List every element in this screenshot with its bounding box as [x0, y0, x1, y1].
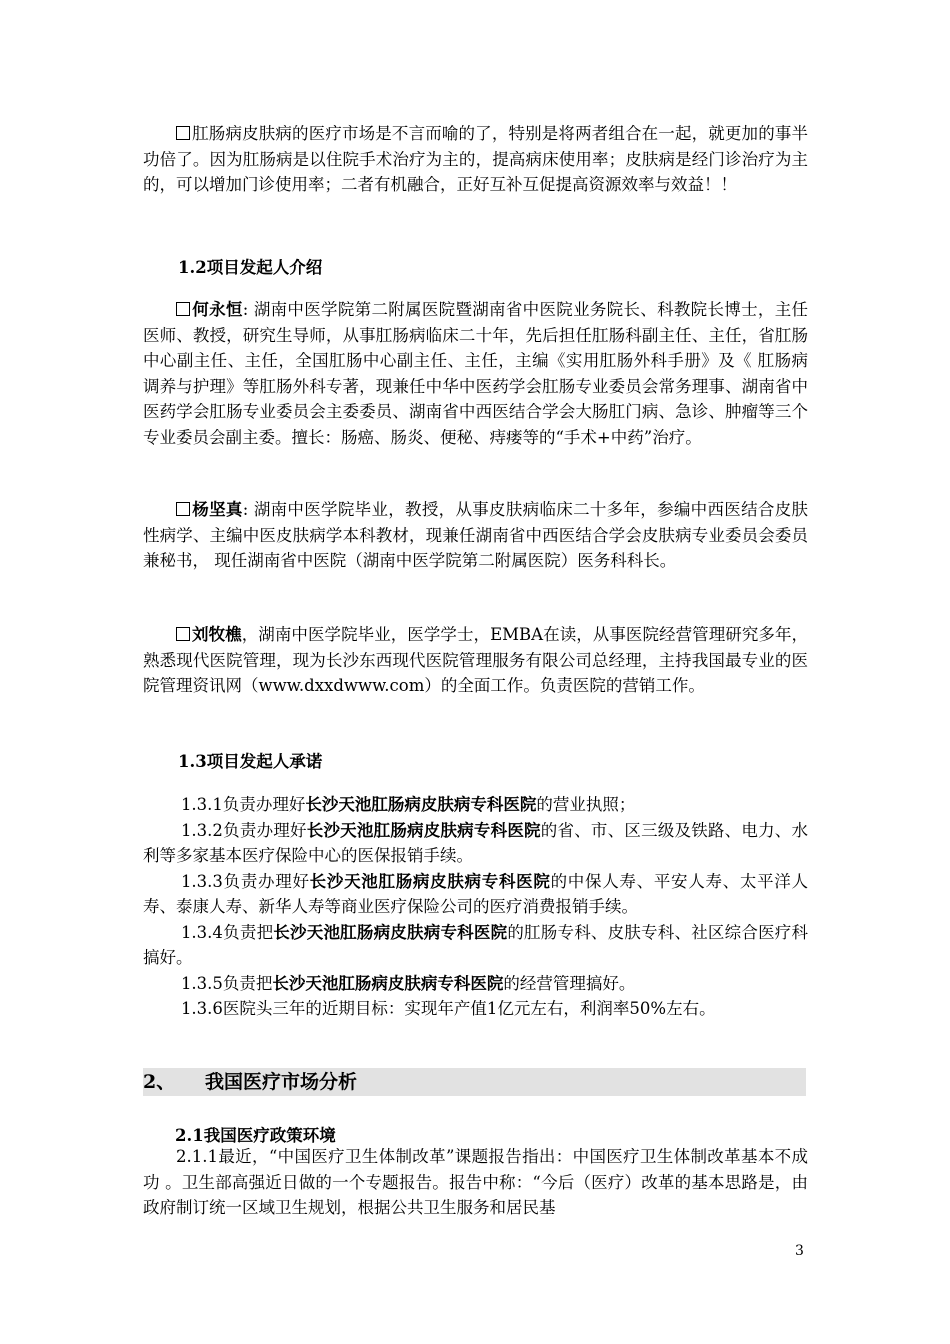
checkbox-bullet-icon — [176, 627, 190, 641]
policy-paragraph — [143, 1144, 808, 1221]
intro-text: 肛肠病皮肤病的医疗市场是不言而喻的了，特别是将两者组合在一起，就更加的事半功倍了。因为肛肠病是以住院手术治疗为主的，提高病床使用率；皮肤病是经门诊治疗为主的，可以增加门诊使用率；二者有机融合，正好互补互促提高资源效率与效益！！ — [143, 124, 808, 194]
intro-paragraph — [143, 121, 808, 198]
page-number: 3 — [795, 1243, 804, 1259]
section-heading-1-3: 1.3项目发起人承诺 — [178, 752, 323, 771]
person-bio — [143, 497, 808, 574]
person-bio — [143, 622, 808, 699]
section-title-bar — [143, 1068, 806, 1096]
list-item: 1.3.3负责办理好长沙天池肛肠病皮肤病专科医院的中保人寿、平安人寿、太平洋人寿、泰康人寿、新华人寿等商业医疗保险公司的医疗消费报销手续。 — [143, 871, 809, 916]
list-item: 1.3.2负责办理好长沙天池肛肠病皮肤病专科医院的省、市、区三级及铁路、电力、水利等多家基本医疗保险中心的医保报销手续。 — [143, 820, 809, 865]
commitment-list — [143, 792, 808, 1022]
list-item: 1.3.6医院头三年的近期目标：实现年产值1亿元左右，利润率50%左右。 — [180, 999, 716, 1018]
checkbox-bullet-icon — [176, 126, 190, 140]
section-heading-2-1: 2.1我国医疗政策环境 — [175, 1126, 336, 1145]
list-item: 1.3.1负责办理好长沙天池肛肠病皮肤病专科医院的营业执照； — [180, 795, 636, 814]
person-text: : 湖南中医学院毕业，教授，从事皮肤病临床二十多年，参编中西医结合皮肤性病学、主编中医皮肤病学本科教材，现兼任湖南省中西医结合学会皮肤病专业委员会委员兼秘书， 现任湖南省中医院（湖南中医学院第二附属医院）医务科科长。 — [143, 500, 809, 570]
person-name: 刘牧樵 — [192, 625, 242, 644]
person-name: 杨坚真 — [192, 500, 243, 519]
person-name: 何永恒 — [192, 300, 243, 319]
section-title: 我国医疗市场分析 — [205, 1071, 358, 1093]
person-text: : 湖南中医学院第二附属医院暨湖南省中医院业务院长、科教院长博士，主任医师、教授，研究生导师，从事肛肠病临床二十年，先后担任肛肠科副主任、主任，省肛肠中心副主任、主任，全国肛肠中心副主任、主任，主编《实用肛肠外科手册》及《 肛肠病调养与护理》等肛肠外科专著，现兼任中华中医药学会肛肠专业委员会常务理事、湖南省中医药学会肛肠专业委员会主委委员、湖南省中西医结合学会大肠肛门病、急诊、肿瘤等三个专业委员会副主委。擅长：肠癌、肠炎、便秘、痔瘘等的“手术+中药”治疗。 — [143, 300, 809, 447]
section-number: 2、 — [143, 1071, 176, 1093]
person-text: ，湖南中医学院毕业，医学学士，EMBA在读，从事医院经营管理研究多年，熟悉现代医院管理，现为长沙东西现代医院管理服务有限公司总经理，主持我国最专业的医院管理资讯网（www.dxxdwww.com）的全面工作。负责医院的营销工作。 — [143, 625, 809, 695]
checkbox-bullet-icon — [176, 302, 190, 316]
person-bio — [143, 297, 808, 450]
checkbox-bullet-icon — [176, 502, 190, 516]
policy-text: 2.1.1最近，“中国医疗卫生体制改革”课题报告指出：中国医疗卫生体制改革基本不成功 。卫生部高强近日做的一个专题报告。报告中称：“今后（医疗）改革的基本思路是，由政府制订统一区域卫生规划，根据公共卫生服务和居民基 — [143, 1147, 808, 1217]
list-item: 1.3.5负责把长沙天池肛肠病皮肤病专科医院的经营管理搞好。 — [180, 973, 636, 993]
section-heading-1-2: 1.2项目发起人介绍 — [178, 258, 323, 277]
list-item: 1.3.4负责把长沙天池肛肠病皮肤病专科医院的肛肠专科、皮肤专科、社区综合医疗科搞好。 — [143, 922, 809, 967]
